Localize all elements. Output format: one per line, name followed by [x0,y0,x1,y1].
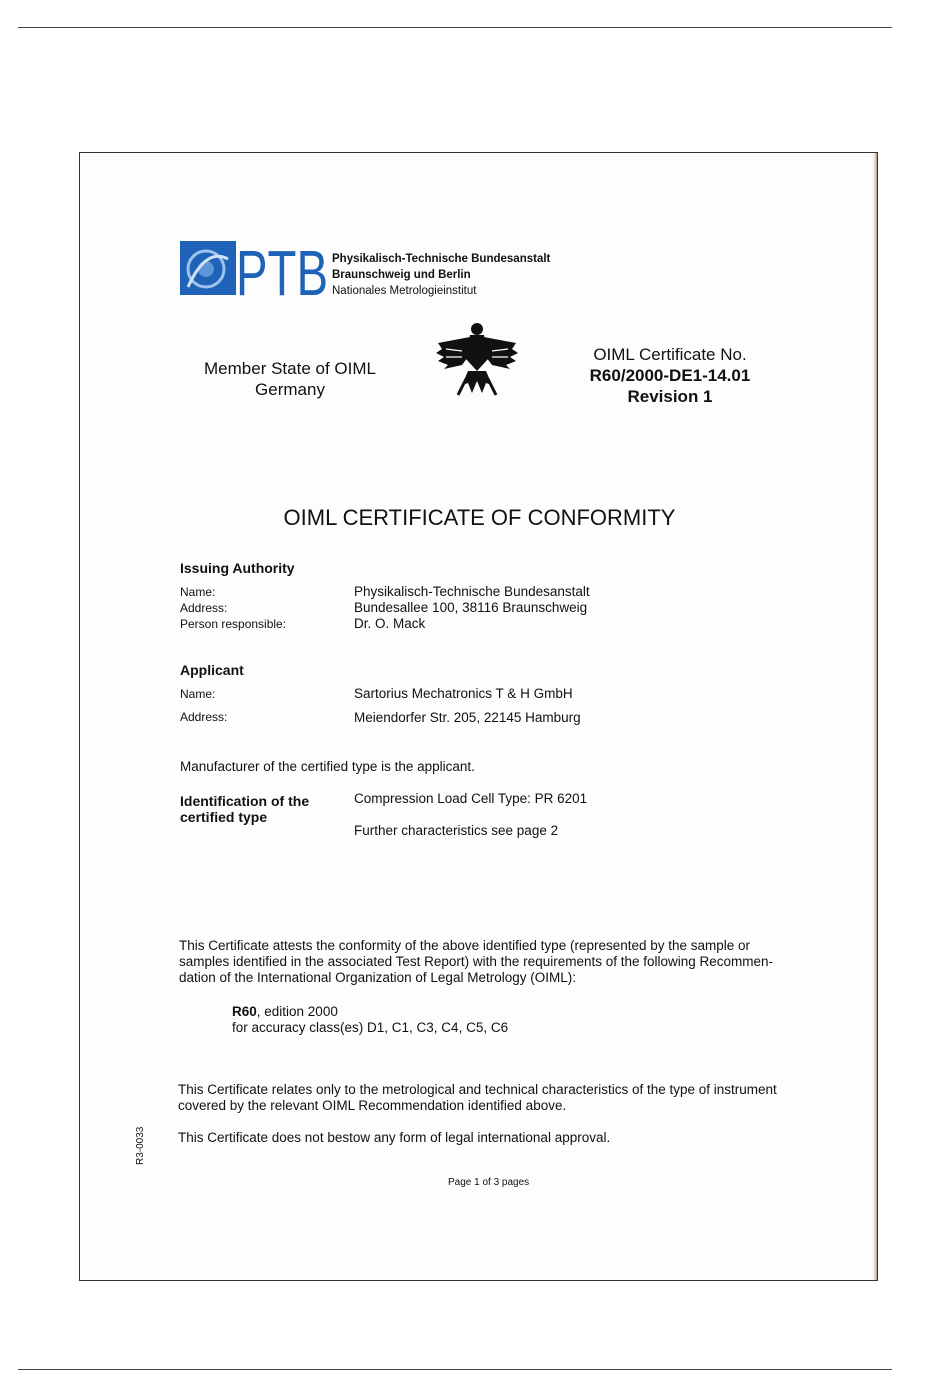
member-state-label: Member State of OIML [204,359,376,378]
no-approval-statement: This Certificate does not bestow any form of legal international approval. [178,1130,611,1145]
attestation-line: dation of the International Organization of Legal Metrology (OIML): [179,970,576,985]
ptb-subtitle: Nationales Metrologieinstitut [332,285,477,297]
issuing-name-value: Physikalisch-Technische Bundesanstalt [354,584,590,599]
recommendation-edition [232,1004,508,1020]
certificate-number: R60/2000-DE1-14.01 [589,366,751,385]
ptb-logo [180,237,330,309]
form-id: R3-0033 [135,1126,146,1165]
recommendation-block [232,1004,508,1036]
ptb-institution [332,251,550,299]
applicant-name-value: Sartorius Mechatronics T & H GmbH [354,686,573,701]
further-characteristics: Further characteristics see page 2 [354,823,559,838]
relates-line: covered by the relevant OIML Recommendation identified above. [178,1098,567,1113]
applicant-address-label: Address: [180,710,228,724]
ptb-location: Braunschweig und Berlin [332,269,471,281]
member-state-country: Germany [255,380,325,399]
issuing-address-value: Bundesallee 100, 38116 Braunschweig [354,600,588,615]
header-rule [18,27,892,28]
eagle-icon [432,319,522,399]
manufacturer-note: Manufacturer of the certified type is the applicant. [180,759,475,774]
recommendation-code: R60 [232,1004,257,1019]
issuing-address-label: Address: [180,601,228,615]
applicant-name-label: Name: [180,687,216,701]
relates-paragraph [178,1082,777,1114]
issuing-name-label: Name: [180,585,216,599]
recommendation-edition-text: , edition 2000 [256,1004,338,1019]
identification-heading [180,793,309,825]
certificate-revision: Revision 1 [627,387,713,406]
certificate-title: OIML CERTIFICATE OF CONFORMITY [283,505,676,530]
issuing-person-value: Dr. O. Mack [354,616,426,631]
attestation-line: This Certificate attests the conformity of the above identified type (represented by the sample or [179,938,751,953]
applicant-address-value: Meiendorfer Str. 205, 22145 Hamburg [354,710,581,725]
ptb-name: Physikalisch-Technische Bundesanstalt [332,253,551,265]
attestation-line: samples identified in the associated Test Report) with the requirements of the following Recommen- [179,954,774,969]
ptb-logo-text: PTB [236,237,328,309]
attestation-paragraph [179,938,773,986]
accuracy-classes: for accuracy class(es) D1, C1, C3, C4, C5, C6 [232,1020,509,1035]
scan-edge-shadow [871,153,877,1280]
relates-line: This Certificate relates only to the metrological and technical characteristics of the type of instrument [178,1082,777,1097]
issuing-person-label: Person responsible: [180,617,287,631]
page-number: Page 1 of 3 pages [448,1177,530,1188]
certificate-number-label: OIML Certificate No. [593,345,747,364]
identification-heading-line2: certified type [180,809,268,825]
certificate-number-block [570,344,770,407]
footer-rule [18,1369,892,1370]
issuing-authority-heading: Issuing Authority [180,560,295,576]
certified-type: Compression Load Cell Type: PR 6201 [354,791,588,806]
member-state [180,358,400,400]
certificate-page-scan [79,152,878,1281]
applicant-heading: Applicant [180,662,244,678]
identification-heading-line1: Identification of the [180,793,310,809]
